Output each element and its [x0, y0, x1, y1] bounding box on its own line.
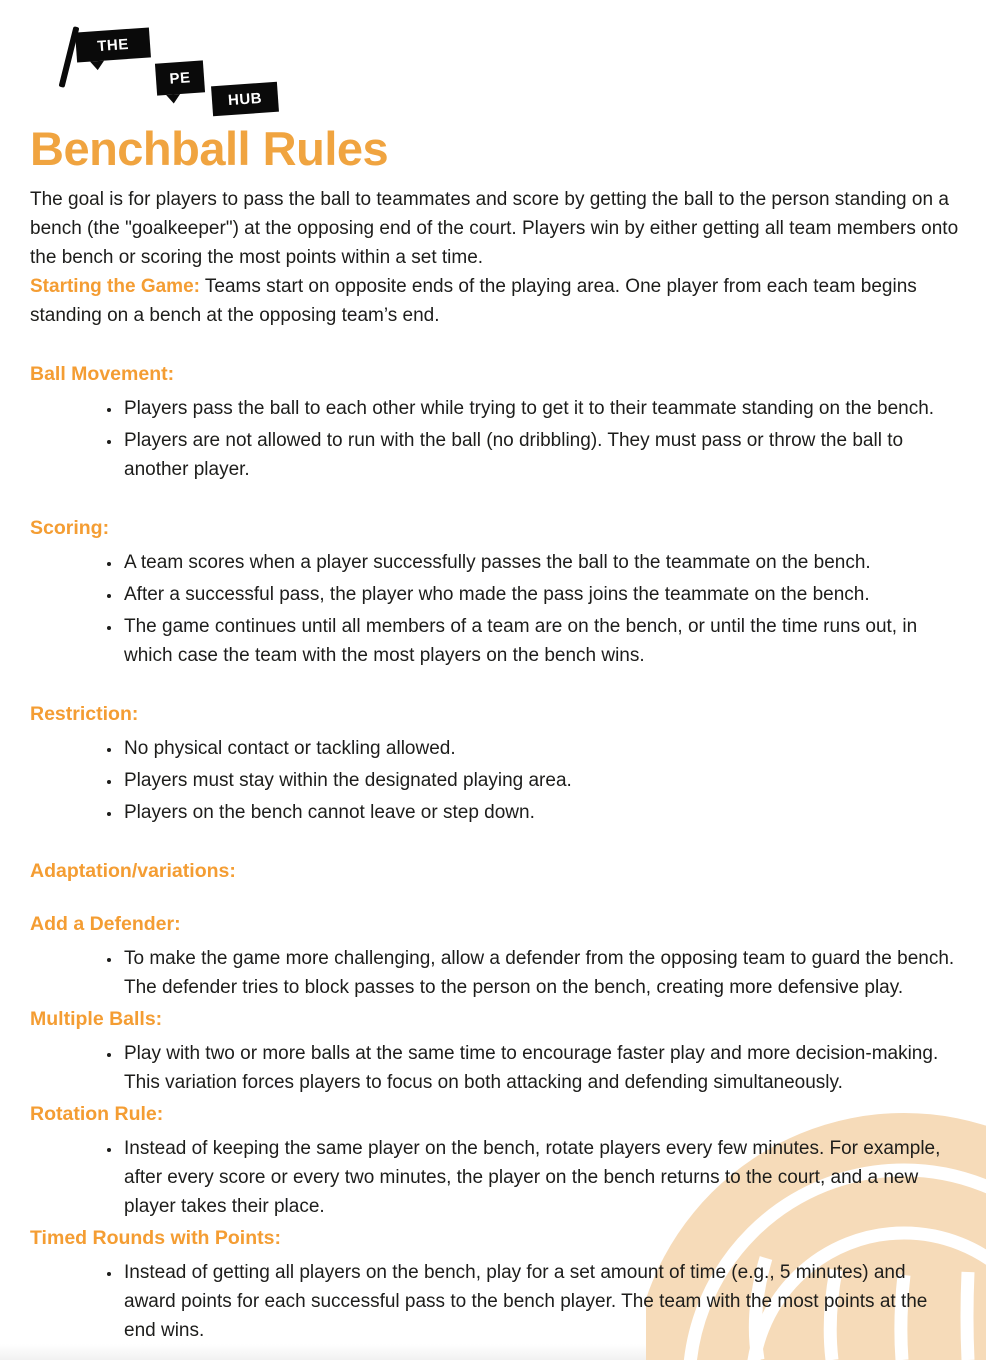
- bullet-list: [30, 548, 960, 670]
- bullet-list: [30, 1039, 960, 1097]
- section-heading-adaptation-variations: Adaptation/variations:: [30, 860, 236, 883]
- bullet-list: [30, 734, 960, 827]
- logo-text-hub: HUB: [227, 89, 263, 109]
- bullet-list: [30, 394, 960, 484]
- logo-text-pe: PE: [168, 68, 192, 88]
- bullet-list: [30, 1258, 960, 1345]
- section-starting-the-game: [30, 272, 960, 330]
- section-heading-scoring: Scoring:: [30, 517, 110, 540]
- section-heading-add-a-defender: Add a Defender:: [30, 913, 181, 936]
- section-heading-multiple-balls: Multiple Balls:: [30, 1008, 163, 1031]
- bullet-item: • Instead of getting all players on the bench, play for a set amount of time (e.g., 5 minutes) and award points for each successful pass to the bench player. The team with the most points at the end wins.: [122, 1258, 960, 1345]
- logo-flag-pe: [155, 60, 205, 95]
- section-heading-rotation-rule: Rotation Rule:: [30, 1103, 164, 1126]
- logo-flag-hub: [211, 82, 279, 117]
- bullet-item: • Players must stay within the designated playing area.: [122, 766, 960, 795]
- bullet-item: • Players pass the ball to each other while trying to get it to their teammate standing on the bench.: [122, 394, 960, 423]
- logo-text-the: THE: [96, 35, 130, 55]
- bullet-item: • After a successful pass, the player who made the pass joins the teammate on the bench.: [122, 580, 960, 609]
- section-heading-timed-rounds: Timed Rounds with Points:: [30, 1227, 281, 1250]
- bullet-item: • A team scores when a player successfully passes the ball to the teammate on the bench.: [122, 548, 960, 577]
- bullet-item: • Players are not allowed to run with the ball (no dribbling). They must pass or throw the ball to another player.: [122, 426, 960, 484]
- bullet-item: • No physical contact or tackling allowed.: [122, 734, 960, 763]
- bullet-item: • Players on the bench cannot leave or step down.: [122, 798, 960, 827]
- bullet-item: • Instead of keeping the same player on the bench, rotate players every few minutes. For example, after every score or every two minutes, the player on the bench returns to the court, and a new player takes their place.: [122, 1134, 960, 1221]
- bullet-item: • To make the game more challenging, allow a defender from the opposing team to guard the bench. The defender tries to block passes to the person on the bench, creating more defensive play.: [122, 944, 960, 1002]
- bullet-item: • Play with two or more balls at the same time to encourage faster play and more decision-making. This variation forces players to focus on both attacking and defending simultaneously.: [122, 1039, 960, 1097]
- logo-flag-the: [75, 27, 151, 62]
- bullet-item: • The game continues until all members of a team are on the bench, or until the time runs out, in which case the team with the most players on the bench wins.: [122, 612, 960, 670]
- section-heading: Starting the Game:: [30, 276, 200, 298]
- section-text: Teams start on opposite ends of the playing area. One player from each team begins standing on a bench at the opposing team’s end.: [30, 276, 917, 327]
- bullet-list: [30, 944, 960, 1002]
- pe-hub-flag-logo: [30, 14, 290, 110]
- bullet-list: [30, 1134, 960, 1221]
- section-heading-ball-movement: Ball Movement:: [30, 363, 175, 386]
- page-title: Benchball Rules: [30, 122, 389, 175]
- section-heading-restriction: Restriction:: [30, 703, 139, 726]
- intro-paragraph: The goal is for players to pass the ball to teammates and score by getting the ball to the person standing on a bench (the "goalkeeper") at the opposing end of the court. Players win by either getting all team members onto the bench or scoring the most points within a set time.: [30, 189, 959, 269]
